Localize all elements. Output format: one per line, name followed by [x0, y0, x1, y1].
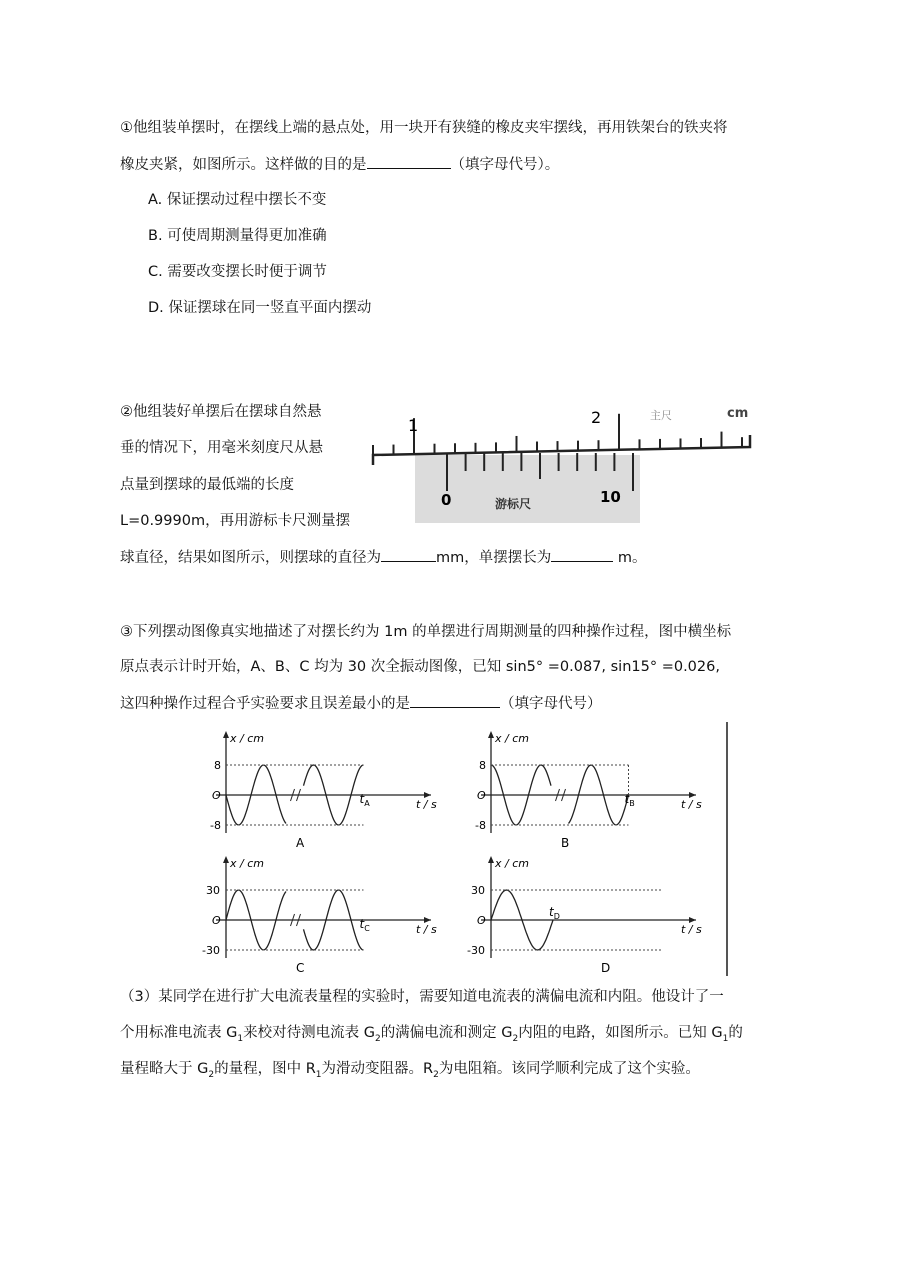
- q4-line2: 个用标准电流表 $G_1$来校对待测电流表 $G_2$的满偏电流和测定 $G_2$内阻的电路，如图所示。已知 $G_1$的: [120, 1025, 743, 1044]
- q3-line2: 原点表示计时开始，A、B、C 均为 30 次全振动图像，已知 sin5° =0.087, sin15° =0.026,: [120, 659, 720, 675]
- x-axis-arrow-icon: [488, 731, 494, 738]
- t-end-label: $t_B$: [624, 792, 635, 808]
- amplitude-bottom-label: -30: [202, 944, 220, 957]
- main-tick-1: 1: [408, 416, 419, 435]
- main-scale-label: 主尺: [650, 409, 672, 422]
- vernier-caliper-figure: [365, 405, 755, 527]
- oscillation-graphs-figure: [186, 720, 731, 978]
- q2-line2: 垂的情况下，用毫米刻度尺从悬: [120, 440, 323, 456]
- t-end-label: $t_C$: [359, 917, 370, 933]
- panel-label: C: [296, 961, 305, 975]
- q1-hint: （填字母代号）。: [450, 157, 560, 173]
- main-tick-2: 2: [591, 408, 602, 427]
- q3-answer-blank[interactable]: [410, 693, 500, 708]
- x-axis-arrow-icon: [223, 856, 229, 863]
- amplitude-bottom-label: -8: [475, 819, 486, 832]
- graph-panel-a: [210, 731, 437, 850]
- panel-label: B: [561, 836, 570, 850]
- graph-panel-c: [202, 856, 437, 975]
- vernier-tick-0: 0: [441, 491, 452, 509]
- q3-line1: ③下列摆动图像真实地描述了对摆长约为 1m 的单摆进行周期测量的四种操作过程，图中横坐标: [120, 624, 732, 640]
- q4-line3: 量程略大于 $G_2$的量程，图中 $R_1$为滑动变阻器。$R_2$为电阻箱。该同学顺利完成了这个实验。: [120, 1061, 700, 1080]
- origin-label: O: [477, 914, 486, 927]
- vernier-tick-10: 10: [600, 488, 621, 506]
- amplitude-top-label: 8: [214, 759, 221, 772]
- x-axis-label: t / s: [416, 798, 437, 811]
- panel-label: A: [296, 836, 305, 850]
- amplitude-top-label: 8: [479, 759, 486, 772]
- y-axis-label: x / cm: [495, 732, 529, 745]
- q2-line1: ②他组装好单摆后在摆球自然悬: [120, 404, 322, 420]
- origin-label: O: [477, 789, 486, 802]
- t-end-label: $t_D$: [549, 905, 560, 921]
- option-c: C. 需要改变摆长时便于调节: [148, 264, 327, 280]
- x-axis-label: t / s: [681, 798, 702, 811]
- option-d: D. 保证摆球在同一竖直平面内摆动: [148, 300, 372, 316]
- q2-unit: m。: [613, 550, 647, 566]
- panel-label: D: [601, 961, 611, 975]
- graph-panel-b: [475, 731, 702, 850]
- answer-blank[interactable]: [367, 154, 451, 169]
- q3-line3: [120, 693, 602, 714]
- graph-panel-d: [467, 856, 702, 975]
- x-axis-arrow-icon: [488, 856, 494, 863]
- amplitude-top-label: 30: [471, 884, 485, 897]
- q2-text2: mm，单摆摆长为: [436, 550, 552, 566]
- q3-hint: （填字母代号）: [500, 696, 602, 712]
- diameter-blank[interactable]: [381, 547, 436, 562]
- y-axis-label: x / cm: [230, 732, 264, 745]
- vernier-label: 游标尺: [495, 497, 532, 511]
- y-axis-label: x / cm: [495, 857, 529, 870]
- q2-line5: [120, 547, 646, 568]
- amplitude-bottom-label: -8: [210, 819, 221, 832]
- unit-label: cm: [727, 406, 749, 421]
- t-end-label: $t_A$: [359, 792, 370, 808]
- origin-label: O: [212, 789, 221, 802]
- x-axis-arrow-icon: [223, 731, 229, 738]
- option-a: A. 保证摆动过程中摆长不变: [148, 192, 327, 208]
- q3-text: 这四种操作过程合乎实验要求且误差最小的是: [120, 696, 410, 712]
- amplitude-bottom-label: -30: [467, 944, 485, 957]
- y-axis-label: x / cm: [230, 857, 264, 870]
- q1-line2: [120, 154, 559, 175]
- origin-label: O: [212, 914, 221, 927]
- q2-line4: L=0.9990m，再用游标卡尺测量摆: [120, 513, 351, 529]
- x-axis-label: t / s: [681, 923, 702, 936]
- amplitude-top-label: 30: [206, 884, 220, 897]
- length-blank[interactable]: [551, 547, 613, 562]
- q1-line1: ①他组装单摆时，在摆线上端的悬点处，用一块开有狭缝的橡皮夹牢摆线，再用铁架台的铁夹将: [120, 120, 728, 136]
- q1-text: 橡皮夹紧，如图所示。这样做的目的是: [120, 157, 367, 173]
- q2-line3: 点量到摆球的最低端的长度: [120, 477, 294, 493]
- x-axis-label: t / s: [416, 923, 437, 936]
- option-b: B. 可使周期测量得更加准确: [148, 228, 327, 244]
- q2-text: 球直径，结果如图所示，则摆球的直径为: [120, 550, 381, 566]
- q4-line1: （3）某同学在进行扩大电流表量程的实验时，需要知道电流表的满偏电流和内阻。他设计了一: [120, 989, 724, 1005]
